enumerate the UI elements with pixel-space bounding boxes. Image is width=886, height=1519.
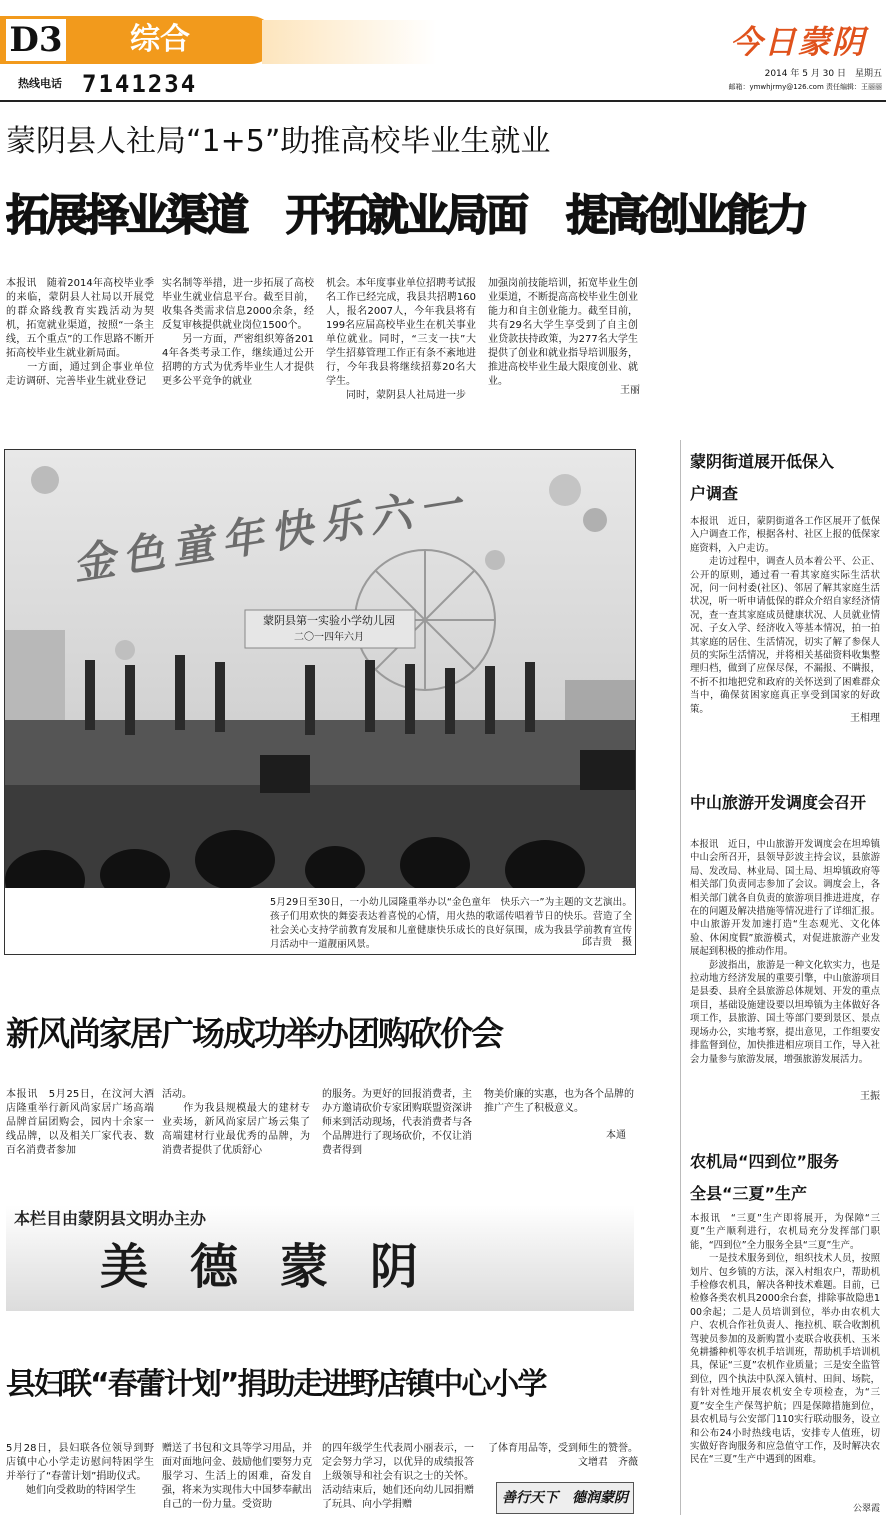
lead-col-1: 本报讯 随着2014年高校毕业季的来临，蒙阴县人社局以开展党的群众路线教育实践活动为契机，拓宽就业渠道，按照“一条主线，五个重点”的工作思路不断开拓高校毕业生就业新局面。 一方面，通过到企事业单位走访调研、完善毕业生就业登记 [6,278,154,387]
column-sponsor: 本栏目由蒙阴县文明办主办 [14,1209,207,1228]
hotline-number: 7141234 [82,70,198,98]
story2-col-4: 物美价廉的实惠，也为各个品牌的推广产生了积极意义。 [484,1089,634,1114]
section-name: 综合 [130,22,190,57]
sidebar-item-3-body: 本报讯 “三夏”生产即将展开，为保障“三夏”生产顺利进行，农机局充分发挥部门职能，“四到位”全力服务全县“三夏”生产。 一是技术服务到位，组织技术人员，按照划片、包乡镇的方法，深入村组农户，帮助机手检修农机具，解决各种技术难题。目前，已检修各类农机具2000余台套，排除事故隐患100余起；二是人员培训到位，举办由农机大户、农机合作社负责人、拖拉机、联合收割机驾驶员参加的及新购置小麦联合收获机、玉米免耕播种机等农机手培训班，帮助机手培训机具，保证“三夏”农机作业质量；三是安全监管到位，四个执法中队深入镇村、田间、场院，有针对性地开展农机安全专项检查，为“三夏”安全生产保驾护航；四是保障措施到位，县农机局与公安部门110实行联动服务，设立和公布24小时热线电话，安排专人值班，切实做好咨询服务和应急值守工作，及时解决农民在“三夏”生产中遇到的困难。 [690,1213,880,1466]
section-code: D3 [6,19,66,61]
photo-credit: 邱吉贵 摄 [560,936,632,950]
hotline-label: 热线电话 [18,77,62,90]
story3-headline: 县妇联“春蕾计划”捐助走进野店镇中心小学 [6,1367,546,1402]
story2-col-3: 的服务。为更好的回报消费者，主办方邀请砍价专家团购联盟资深讲师来到活动现场，代表消费者与各个品牌进行了现场砍价，不仅让消费者得到 [322,1089,472,1156]
date-line: 2014 年 5 月 30 日 星期五 [764,69,882,79]
lead-kicker: 蒙阴县人社局“1+5”助推高校毕业生就业 [6,124,551,159]
sidebar-item-2-body: 本报讯 近日，中山旅游开发调度会在坦埠镇中山会所召开，县领导彭波主持会议，县旅游局、发改局、林业局、国土局、坦埠镇政府等相关部门负责同志参加了会议。调度会上，各相关部门就各自负责的旅游项目推进进度，存在的问题及解决措施等情况进行了详细汇报。中山旅游开发加速打造“生态观光、文化体验、休闲度假”旅游模式，对促进旅游产业发展起到积极的推动作用。 彭波指出，旅游是一种文化软实力，也是拉动地方经济发展的重要引擎，中山旅游项目是县委、县府全县旅游总体规划、开发的重点项目，基础设施建设要以坦埠镇为主体做好各项工作，县旅游、国土等部门要到景区、景点现场办公，实地考察，提出意见，工作组要安排监督到位，加快推进相应项目工作，导入社会力量参与旅游发展，增强旅游发展活力。 [690,839,880,1065]
sidebar-item-1-byline: 王相理 [820,712,880,726]
photo-banner-text: 金色童年快乐六一 [69,478,473,590]
story3-byline: 文增君 齐薇 [578,1457,638,1468]
story3-slogan: 善行天下 德润蒙阴 [496,1482,634,1514]
lead-byline: 王丽 [620,385,640,396]
lead-col-3: 机会。本年度事业单位招聘考试报名工作已经完成，我县共招聘160人，报名2007人，今年我县将有199名应届高校毕业生在机关事业单位就业。同时，“三支一扶”大学生招募管理工作正有条不紊地进行，今年我县将继续招募20名大学生。 同时，蒙阴县人社局进一步 [326,278,476,401]
story2-headline: 新风尚家居广场成功举办团购砍价会 [6,1014,502,1053]
story3-col-2: 赠送了书包和文具等学习用品，并面对面地问金、鼓励他们要努力克服学习、生活上的困难，奋发自强，将来为实现伟大中国梦奉献出自己的一份力量。受资助 [162,1443,312,1510]
story3-col-3: 的四年级学生代表周小丽表示，一定会努力学习，以优异的成绩报答上级领导和社会有识之士的关怀。活动结束后，她们还向幼儿园捐赠了玩具、向小学捐赠 [322,1443,474,1510]
photo-school-sign: 蒙阴县第一实验小学幼儿园 [263,614,395,627]
column-title: 美德蒙阴 [100,1239,461,1295]
sidebar-item-3-byline: 公翠霞 [820,1503,880,1515]
sidebar-item-2-byline: 王振 [820,1090,880,1104]
story3-col-4: 了体育用品等，受到师生的赞誉。 [488,1443,638,1454]
lead-col-2: 实名制等举措，进一步拓展了高校毕业生就业信息平台。截至目前，收集各类需求信息2000余条，经反复审核提供就业岗位1500个。 另一方面，严密组织筹备2014年各类考录工作，继续通过公开招聘的方式为优秀毕业生人才提供更多公平竞争的就业 [162,278,314,387]
sidebar-item-1-headline: 蒙阴街道展开低保入户调查 [690,452,835,503]
lead-col-4: 加强岗前技能培训，拓宽毕业生创业渠道，不断提高高校毕业生创业能力和自主创业能力。截至目前，共有29名大学生享受到了自主创业贷款扶持政策，为277名大学生提供了创业和就业指导培训服务，推进高校毕业生最大限度创业、就业。 [488,278,638,387]
lead-headline: 拓展择业渠道 开拓就业局面 提高创业能力 [6,191,806,241]
story3-col-1: 5月28日，县妇联各位领导到野店镇中心小学走访慰问特困学生并举行了“春蕾计划”捐助仪式。 她们向受救助的特困学生 [6,1443,154,1496]
photo-date-sign: 二〇一四年六月 [294,632,364,643]
photo-caption: 5月29日至30日，一小幼儿园隆重举办以“金色童年 快乐六一”为主题的文艺演出。孩子们用欢快的舞姿表达着喜悦的心情，用火热的歌谣传唱着节日的快乐。营造了全社会关心支持学前教育发展和儿童健康快乐成长的良好氛围，成为我县学前教育宣传月活动中一道靓丽风景。 [270,897,632,950]
sidebar-item-1-body: 本报讯 近日，蒙阴街道各工作区展开了低保入户调查工作，根据各村、社区上报的低保家庭资料，入户走访。 走访过程中，调查人员本着公平、公正、公开的原则，通过看一看其家庭实际生活状况，问一问村委(社区)、邻居了解其家庭生活状况，听一听申请低保的群众介绍自家经济情况，查一查其家庭成员健康状况、人员就业情况、子女入学、经济收入等基本情况，拍一拍其家庭的居住、生活情况，切实了解了参保人员的实际生活情况，并将相关基础资料收集整理归档，做到了应保尽保，不漏报、不瞒报，不折不扣地把党和政府的关怀送到了困难群众当中，确保贫困家庭真正享受到国家的好政策。 [690,516,880,715]
sidebar-item-2-headline: 中山旅游开发调度会召开 [690,793,867,812]
story2-col-1: 本报讯 5月25日，在汶河大酒店隆重举行新风尚家居广场高端品牌首届团购会，园内十余家一线品牌，以及相关厂家代表、数百名消费者参加 [6,1089,154,1156]
contact-line: 邮箱：ymwhjrmy@126.com 责任编辑：王丽丽 [728,83,882,91]
header-rule [0,100,886,102]
paper-logo: 今日蒙阴 [730,23,867,61]
sidebar-item-3-headline: 农机局“四到位”服务全县“三夏”生产 [690,1152,840,1203]
story2-byline: 本通 [606,1130,626,1141]
sidebar-divider [680,440,681,1515]
story2-col-2: 活动。 作为我县规模最大的建材专业卖场，新风尚家居广场云集了高端建材行业最优秀的品牌，为消费者提供了优质舒心 [162,1089,310,1156]
